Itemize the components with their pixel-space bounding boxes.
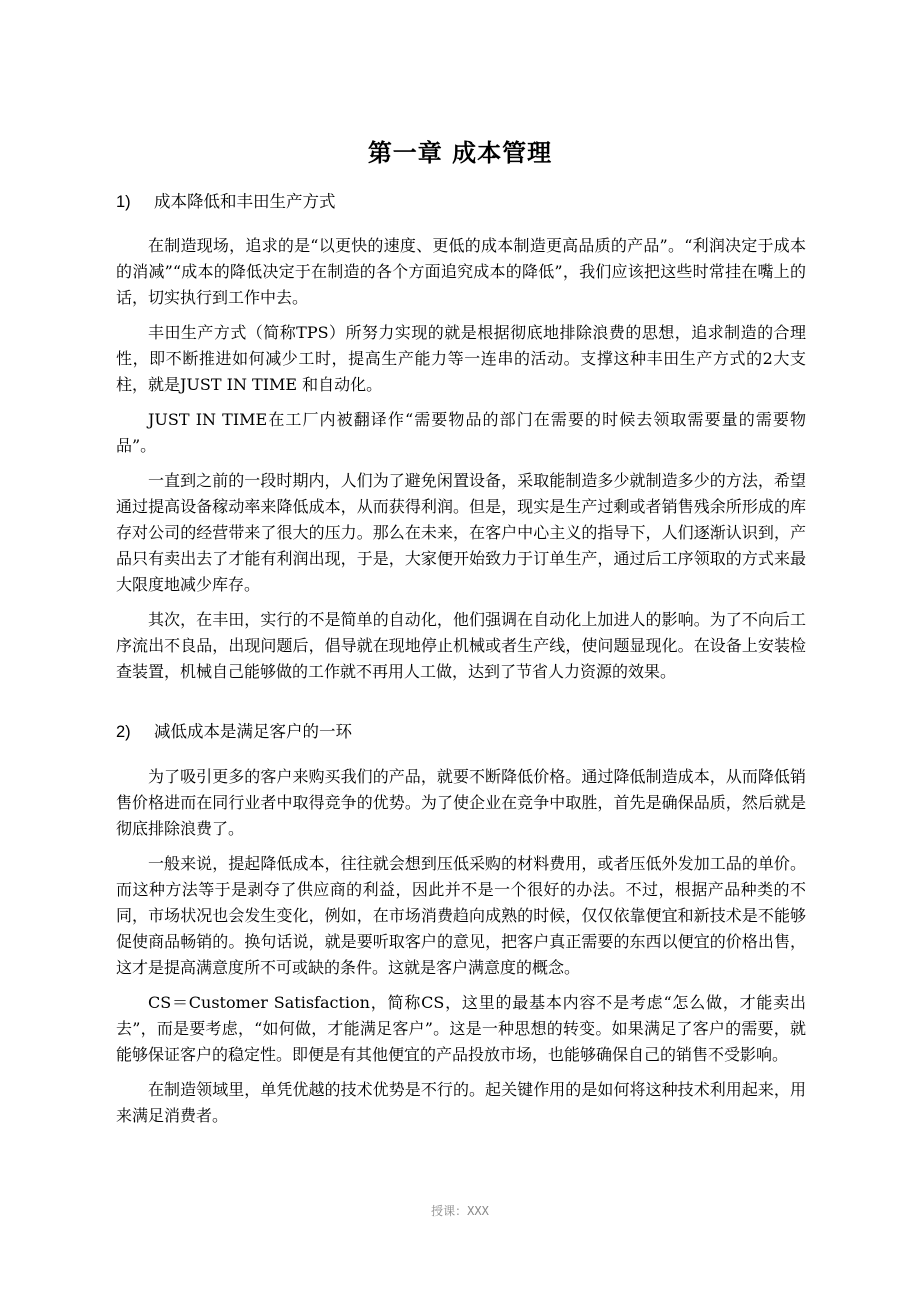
- paragraph: 为了吸引更多的客户来购买我们的产品，就要不断降低价格。通过降低制造成本，从而降低销售价格进而在同行业者中取得竞争的优势。为了使企业在竞争中取胜，首先是确保品质，然后就是彻底排除浪费了。: [116, 767, 806, 838]
- paragraph: 丰田生产方式（简称TPS）所努力实现的就是根据彻底地排除浪费的思想，追求制造的合理性，即不断推进如何减少工时，提高生产能力等一连串的活动。支撑这种丰田生产方式的2大支柱，就是JUST IN TIME 和自动化。: [116, 323, 806, 394]
- chapter-title: 第一章 成本管理: [367, 139, 553, 168]
- paragraph: JUST IN TIME在工厂内被翻译作“需要物品的部门在需要的时候去领取需要量的需要物品”。: [116, 410, 806, 455]
- section-number: 2): [116, 723, 131, 741]
- section-title: 减低成本是满足客户的一环: [154, 722, 352, 741]
- paragraph: 一般来说，提起降低成本，往往就会想到压低采购的材料费用，或者压低外发加工品的单价。而这种方法等于是剥夺了供应商的利益，因此并不是一个很好的办法。不过，根据产品种类的不同，市场状况也会发生变化，例如，在市场消费趋向成熟的时候，仅仅依靠便宜和新技术是不能够促使商品畅销的。换句话说，就是要听取客户的意见，把客户真正需要的东西以便宜的价格出售，这才是提高满意度所不可或缺的条件。这就是客户满意度的概念。: [116, 854, 806, 977]
- paragraph: 在制造领域里，单凭优越的技术优势是不行的。起关键作用的是如何将这种技术利用起来，用来满足消费者。: [116, 1080, 806, 1125]
- paragraph: 在制造现场，追求的是“以更快的速度、更低的成本制造更高品质的产品”。“利润决定于成本的消减”“成本的降低决定于在制造的各个方面追究成本的降低”，我们应该把这些时常挂在嘴上的话，切实执行到工作中去。: [116, 236, 806, 307]
- section-title: 成本降低和丰田生产方式: [154, 192, 336, 211]
- section-number: 1): [116, 193, 131, 211]
- paragraph: CS＝Customer Satisfaction，简称CS，这里的最基本内容不是考虑“怎么做，才能卖出去”，而是要考虑，“如何做，才能满足客户”。这是一种思想的转变。如果满足了客户的需要，就能够保证客户的稳定性。即便是有其他便宜的产品投放市场，也能够确保自己的销售不受影响。: [116, 993, 806, 1064]
- paragraph: 其次，在丰田，实行的不是简单的自动化，他们强调在自动化上加进人的影响。为了不向后工序流出不良品，出现问题后，倡导就在现地停止机械或者生产线，使问题显现化。在设备上安装检查装置，机械自己能够做的工作就不再用人工做，达到了节省人力资源的效果。: [116, 610, 806, 681]
- section-heading-1: [116, 190, 806, 214]
- paragraph: 一直到之前的一段时期内，人们为了避免闲置设备，采取能制造多少就制造多少的方法，希望通过提高设备稼动率来降低成本，从而获得利润。但是，现实是生产过剩或者销售残余所形成的库存对公司的经营带来了很大的压力。那么在未来，在客户中心主义的指导下，人们逐渐认识到，产品只有卖出去了才能有利润出现，于是，大家便开始致力于订单生产，通过后工序领取的方式来最大限度地减少库存。: [116, 471, 806, 594]
- section-body-2: [116, 764, 806, 1138]
- page-footer: 授课：XXX: [431, 1204, 489, 1218]
- section-heading-2: [116, 720, 806, 744]
- section-body-1: [116, 233, 806, 694]
